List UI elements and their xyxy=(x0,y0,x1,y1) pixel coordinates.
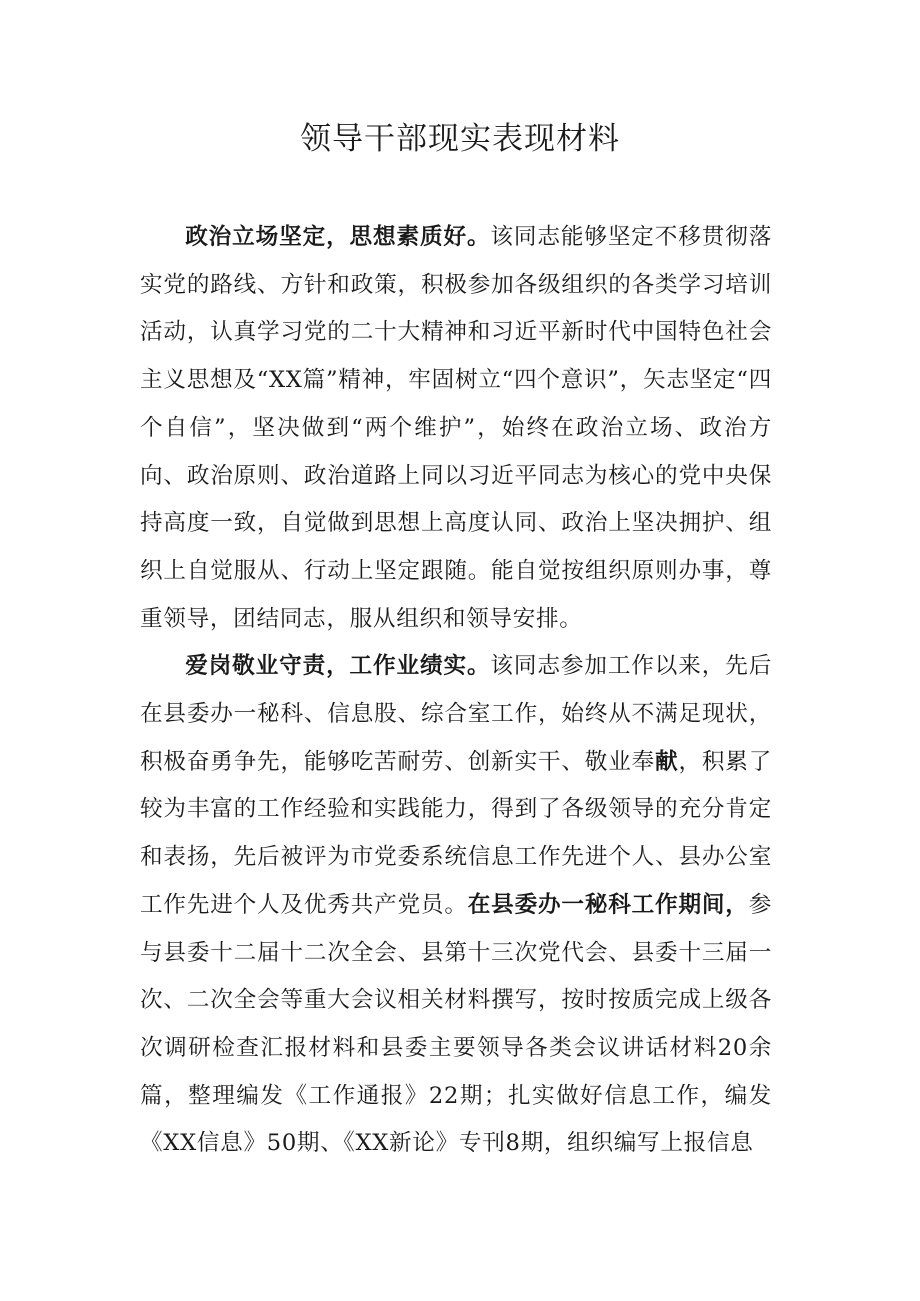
paragraph-lead-heading: 爱岗敬业守责，工作业绩实。 xyxy=(185,653,491,680)
document-body xyxy=(140,214,772,1168)
paragraph-work-performance xyxy=(140,643,772,1168)
bold-character: 献 xyxy=(655,748,679,775)
paragraph-text: 该同志参加工作以来，先后在县委办一秘科、信息股、综合室工作，始终从不满足现状，积极奋勇争先，能够吃苦耐劳、创新实干、敬业奉 xyxy=(140,653,772,775)
document-title: 领导干部现实表现材料 xyxy=(300,121,620,157)
paragraph-text: ，积累了较为丰富的工作经验和实践能力，得到了各级领导的充分肯定和表扬，先后被评为市党委系统信息工作先进个人、县办公室工作先进个人及优秀共产党员。 xyxy=(140,748,772,918)
paragraph-lead-heading: 政治立场坚定，思想素质好。 xyxy=(185,224,491,250)
paragraph-sub-heading: 在县委办一秘科工作期间， xyxy=(467,891,749,918)
paragraph-text: 参与县委十二届十二次全会、县第十三次党代会、县委十三届一次、二次全会等重大会议相关材料撰写，按时按质完成上级各次调研检查汇报材料和县委主要领导各类会议讲话材料20余篇，整理编发《工作通报》22期；扎实做好信息工作，编发《XX信息》50期、《XX新论》专刊8期，组织编写上报信息 xyxy=(140,891,772,1157)
paragraph-political-stance xyxy=(140,214,772,643)
paragraph-text: 该同志能够坚定不移贯彻落实党的路线、方针和政策，积极参加各级组织的各类学习培训活动，认真学习党的二十大精神和习近平新时代中国特色社会主义思想及“XX篇”精神，牢固树立“四个意识”，矢志坚定“四个自信”，坚决做到“两个维护”，始终在政治立场、政治方向、政治原则、政治道路上同以习近平同志为核心的党中央保持高度一致，自觉做到思想上高度认同、政治上坚决拥护、组织上自觉服从、行动上坚定跟随。能自觉按组织原则办事，尊重领导，团结同志，服从组织和领导安排。 xyxy=(140,224,772,632)
